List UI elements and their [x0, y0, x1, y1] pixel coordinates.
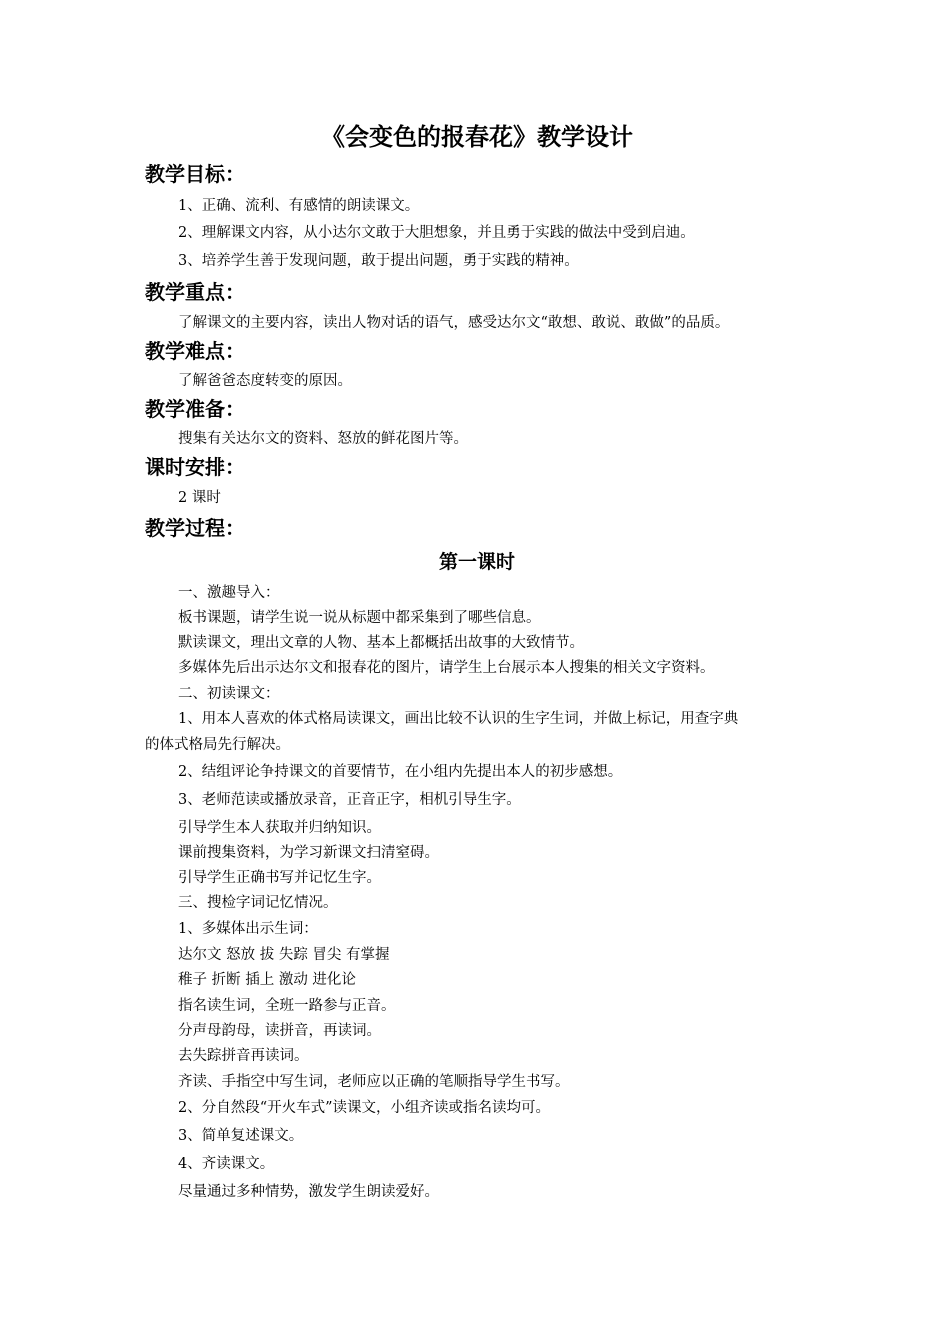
process-line: 2、分自然段“开火车式”读课文，小组齐读或指名读均可。	[178, 1100, 551, 1116]
heading-preparation: 教学准备：	[145, 397, 245, 421]
process-line: 尽量通过多种情势，激发学生朗读爱好。	[178, 1184, 439, 1200]
heading-schedule: 课时安排：	[145, 455, 245, 479]
heading-difficulty: 教学难点：	[145, 339, 245, 363]
process-line: 二、初读课文：	[178, 686, 280, 702]
heading-goals: 教学目标：	[145, 162, 245, 186]
process-line: 稚子 折断 插上 激动 进化论	[178, 972, 356, 988]
heading-process: 教学过程：	[145, 516, 245, 540]
process-line: 板书课题，请学生说一说从标题中都采集到了哪些信息。	[178, 610, 541, 626]
process-line: 分声母韵母，读拼音，再读词。	[178, 1023, 381, 1039]
process-line: 一、激趣导入：	[178, 585, 280, 601]
process-line: 1、多媒体出示生词：	[178, 921, 318, 937]
heading-focus: 教学重点：	[145, 280, 245, 304]
process-line: 的体式格局先行解决。	[145, 737, 290, 753]
process-line: 2、结组评论争持课文的首要情节，在小组内先提出本人的初步感想。	[178, 764, 623, 780]
process-line: 3、老师范读或播放录音，正音正字，相机引导生字。	[178, 792, 521, 808]
process-line: 齐读、手指空中写生词，老师应以正确的笔顺指导学生书写。	[178, 1074, 570, 1090]
process-line: 三、搜检字词记忆情况。	[178, 895, 338, 911]
document-title: 《会变色的报春花》教学设计	[321, 123, 633, 151]
goal-item: 3、培养学生善于发现问题，敢于提出问题，勇于实践的精神。	[178, 253, 579, 269]
process-line: 1、用本人喜欢的体式格局读课文，画出比较不认识的生字生词，并做上标记，用查字典	[178, 711, 739, 727]
schedule-text: 2 课时	[178, 490, 221, 506]
process-line: 去失踪拼音再读词。	[178, 1048, 309, 1064]
goal-item: 2、理解课文内容，从小达尔文敢于大胆想象，并且勇于实践的做法中受到启迪。	[178, 225, 695, 241]
focus-text: 了解课文的主要内容，读出人物对话的语气，感受达尔文“敢想、敢说、敢做”的品质。	[178, 315, 730, 331]
process-line: 4、齐读课文。	[178, 1156, 275, 1172]
preparation-text: 搜集有关达尔文的资料、怒放的鲜花图片等。	[178, 431, 468, 447]
process-line: 多媒体先后出示达尔文和报春花的图片，请学生上台展示本人搜集的相关文字资料。	[178, 660, 715, 676]
goal-item: 1、正确、流利、有感情的朗读课文。	[178, 198, 420, 214]
process-line: 引导学生正确书写并记忆生字。	[178, 870, 381, 886]
process-line: 3、简单复述课文。	[178, 1128, 304, 1144]
process-line: 达尔文 怒放 拔 失踪 冒尖 有掌握	[178, 947, 390, 963]
process-line: 指名读生词，全班一路参与正音。	[178, 998, 396, 1014]
process-line: 课前搜集资料，为学习新课文扫清窒碍。	[178, 845, 439, 861]
process-line: 默读课文，理出文章的人物、基本上都概括出故事的大致情节。	[178, 635, 584, 651]
lesson-title: 第一课时	[438, 551, 515, 573]
difficulty-text: 了解爸爸态度转变的原因。	[178, 373, 352, 389]
process-line: 引导学生本人获取并归纳知识。	[178, 820, 381, 836]
